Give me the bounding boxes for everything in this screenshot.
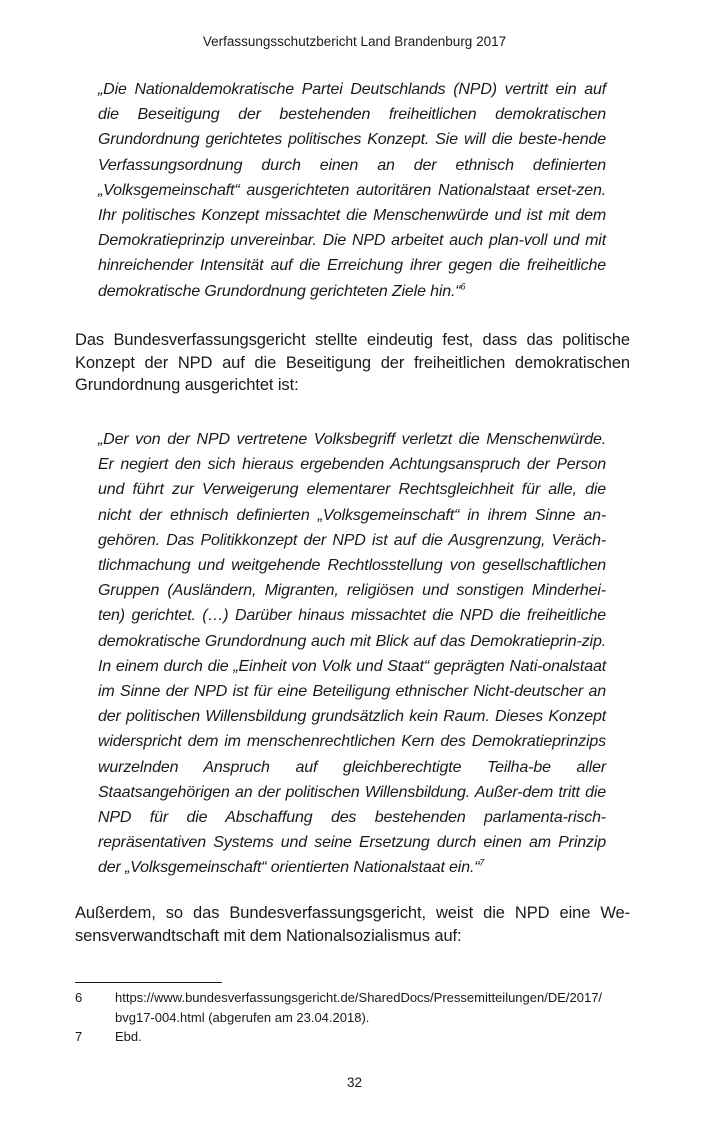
page-number: 32 [346,1075,363,1090]
body-paragraph: Außerdem, so das Bundesverfassungsgericht, weist die NPD eine We-sensverwandtschaft mit dem Nationalsozialismus auf: [75,904,630,945]
body-paragraph: Das Bundesverfassungsgericht stellte eindeutig fest, dass das politische Konzept der NPD auf die Beseitigung der freiheitlichen demokratischen Grundordnung ausgerichtet ist: [75,331,630,394]
footnote [75,1027,631,1047]
running-header: Verfassungsschutzbericht Land Brandenburg 2017 [202,34,507,49]
footnote-text[interactable]: https://www.bundesverfassungsgericht.de/SharedDocs/Pressemitteilungen/DE/2017/ bvg17-004.html (abgerufen am 23.04.2018). [115,990,603,1025]
footnote [75,988,631,1027]
block-quote-npd-concept [98,77,606,304]
footnote-reference[interactable]: 6 [460,281,466,292]
footnote-number: 7 [75,1029,83,1044]
block-quote-volksbegriff [98,427,606,881]
footnote-reference[interactable]: 7 [479,858,485,869]
quote-text: „Der von der NPD vertretene Volksbegriff verletzt die Menschenwürde. Er negiert den sich hieraus ergebenden Achtungsanspruch der Person und führt zur Verweigerung elementarer Rechtsgleichheit für alle, die nicht der ethnisch definierten „Volksgemeinschaft“ in ihrem Sinne an-gehören. Das Politikkonzept der NPD ist auf die Ausgrenzung, Veräch-tlichmachung und weitgehende Rechtlosstellung von gesellschaftlichen Gruppen (Ausländern, Migranten, religiösen und sonstigen Minderhei-ten) gerichtet. (…) Darüber hinaus missachtet die NPD die freiheitliche demokratische Grundordnung auch mit Blick auf das Demokratieprin-zip. In einem durch die „Einheit von Volk und Staat“ geprägten Nati-onalstaat im Sinne der NPD ist für eine Beteiligung ethnischer Nicht-deutscher an der politischen Willensbildung grundsätzlich kein Raum. Dieses Konzept widerspricht dem im menschenrechtlichen Kern des Demokratieprinzips wurzelnden Anspruch auf gleichberechtigte Teilha-be aller Staatsangehörigen an der politischen Willensbildung. Außer-dem tritt die NPD für die Abschaffung des bestehenden parlamenta-risch-repräsentativen Systems und seine Ersetzung durch einen am Prinzip der „Volksgemeinschaft“ orientierten Nationalstaat ein.“ [98,431,606,877]
quote-text: „Die Nationaldemokratische Partei Deutschlands (NPD) vertritt ein auf die Beseitigung der bestehenden freiheitlichen demokratischen Grundordnung gerichtetes politisches Konzept. Sie will die beste-hende Verfassungsordnung durch einen an der ethnisch definierten „Volksgemeinschaft“ ausgerichteten autoritären Nationalstaat erset-zen. Ihr politisches Konzept missachtet die Menschenwürde und ist mit dem Demokratieprinzip unvereinbar. Die NPD arbeitet auch plan-voll und mit hinreichender Intensität auf die Erreichung ihrer gegen die freiheitliche demokratische Grundordnung gerichteten Ziele hin.“ [98,81,606,300]
footnote-number: 6 [75,990,83,1005]
footnote-text: Ebd. [115,1029,142,1044]
footnote-separator [75,982,222,983]
